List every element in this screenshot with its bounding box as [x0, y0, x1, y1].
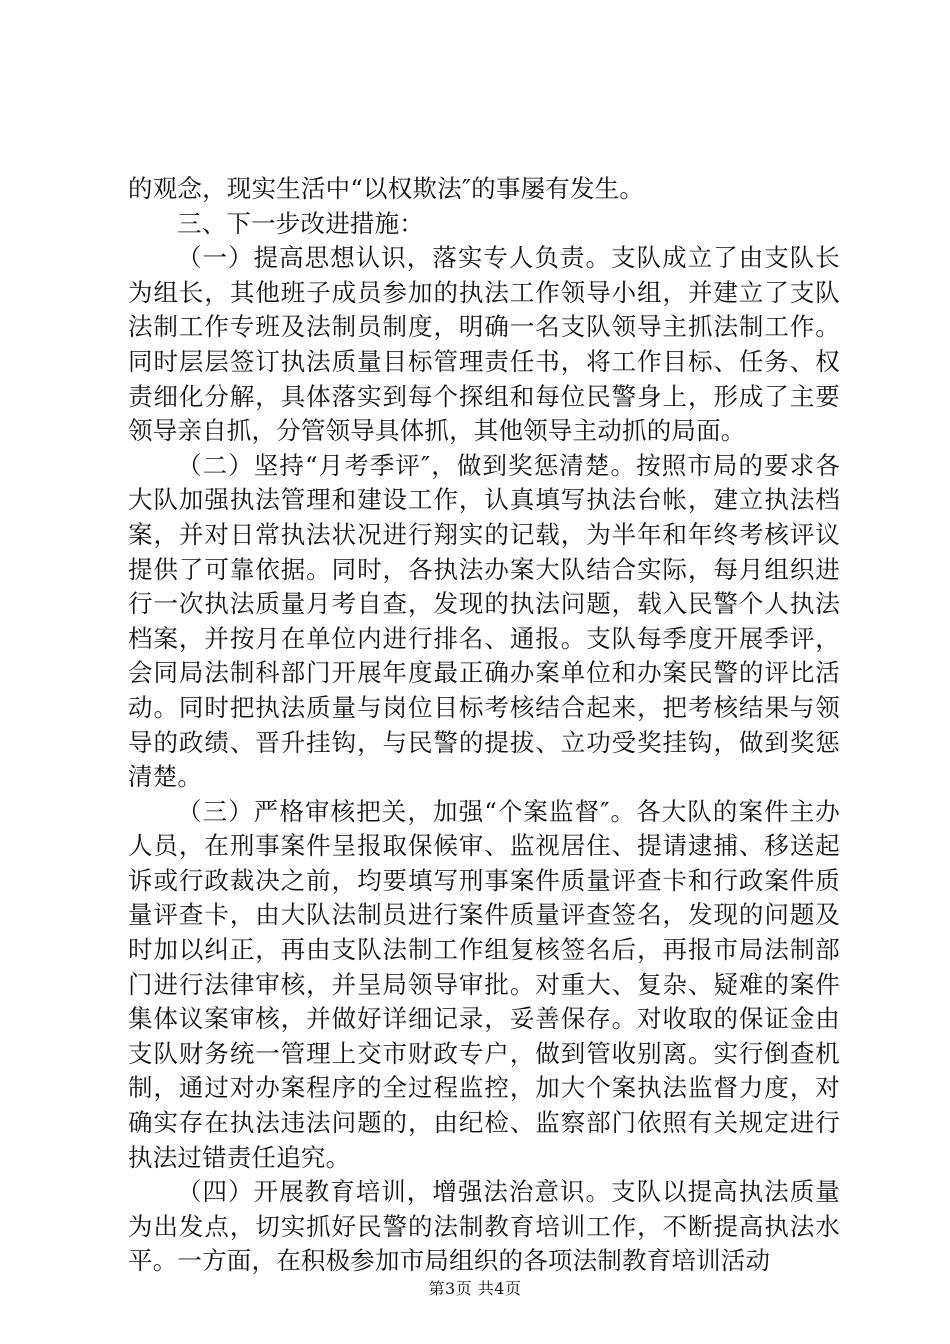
paragraph-measure-3: （三）严格审核把关，加强“个案监督″。各大队的案件主办人员，在刑事案件呈报取保候审、监视居住、提请逮捕、移送起诉或行政裁决之前，均要填写刑事案件质量评查卡和行政案件质量评查卡，由大队法制员进行案件质量评查签名，发现的问题及时加以纠正，再由支队法制工作组复核签名后，再报市局法制部门进行法律审核，并呈局领导审批。对重大、复杂、疑难的案件集体议案审核，并做好详细记录，妥善保存。对收取的保证金由支队财务统一管理上交市财政专户，做到管收别离。实行倒查机制，通过对办案程序的全过程监控，加大个案执法监督力度，对确实存在执法违法问题的，由纪检、监察部门依照有关规定进行执法过错责任追究。 — [128, 796, 840, 1172]
paragraph-measure-4: （四）开展教育培训，增强法治意识。支队以提高执法质量为出发点，切实抓好民警的法制教育培训工作，不断提高执法水平。一方面，在积极参加市局组织的各项法制教育培训活动 — [128, 1177, 840, 1276]
section-heading-next-steps: 三、下一步改进措施： — [177, 208, 424, 238]
paragraph-measure-1: （一）提高思想认识，落实专人负责。支队成立了由支队长为组长，其他班子成员参加的执法工作领导小组，并建立了支队法制工作专班及法制员制度，明确一名支队领导主抓法制工作。同时层层签订执法质量目标管理责任书，将工作目标、任务、权责细化分解，具体落实到每个探组和每位民警身上，形成了主要领导亲自抓，分管领导具体抓，其他领导主动抓的局面。 — [128, 243, 840, 446]
document-body — [128, 172, 840, 1279]
page-number-footer: 第3页 共4页 — [428, 1279, 522, 1298]
paragraph-measure-2: （二）坚持“月考季评″，做到奖惩清楚。按照市局的要求各大队加强执法管理和建设工作，认真填写执法台帐，建立执法档案，并对日常执法状况进行翔实的记载，为半年和年终考核评议提供了可靠依据。同时，各执法办案大队结合实际，每月组织进行一次执法质量月考自查，发现的执法问题，载入民警个人执法档案，并按月在单位内进行排名、通报。支队每季度开展季评，会同局法制科部门开展年度最正确办案单位和办案民警的评比活动。同时把执法质量与岗位目标考核结合起来，把考核结果与领导的政绩、晋升挂钩，与民警的提拔、立功受奖挂钩，做到奖惩清楚。 — [128, 450, 840, 792]
paragraph-continued: 的观念，现实生活中“以权欺法″的事屡有发生。 — [128, 174, 645, 203]
